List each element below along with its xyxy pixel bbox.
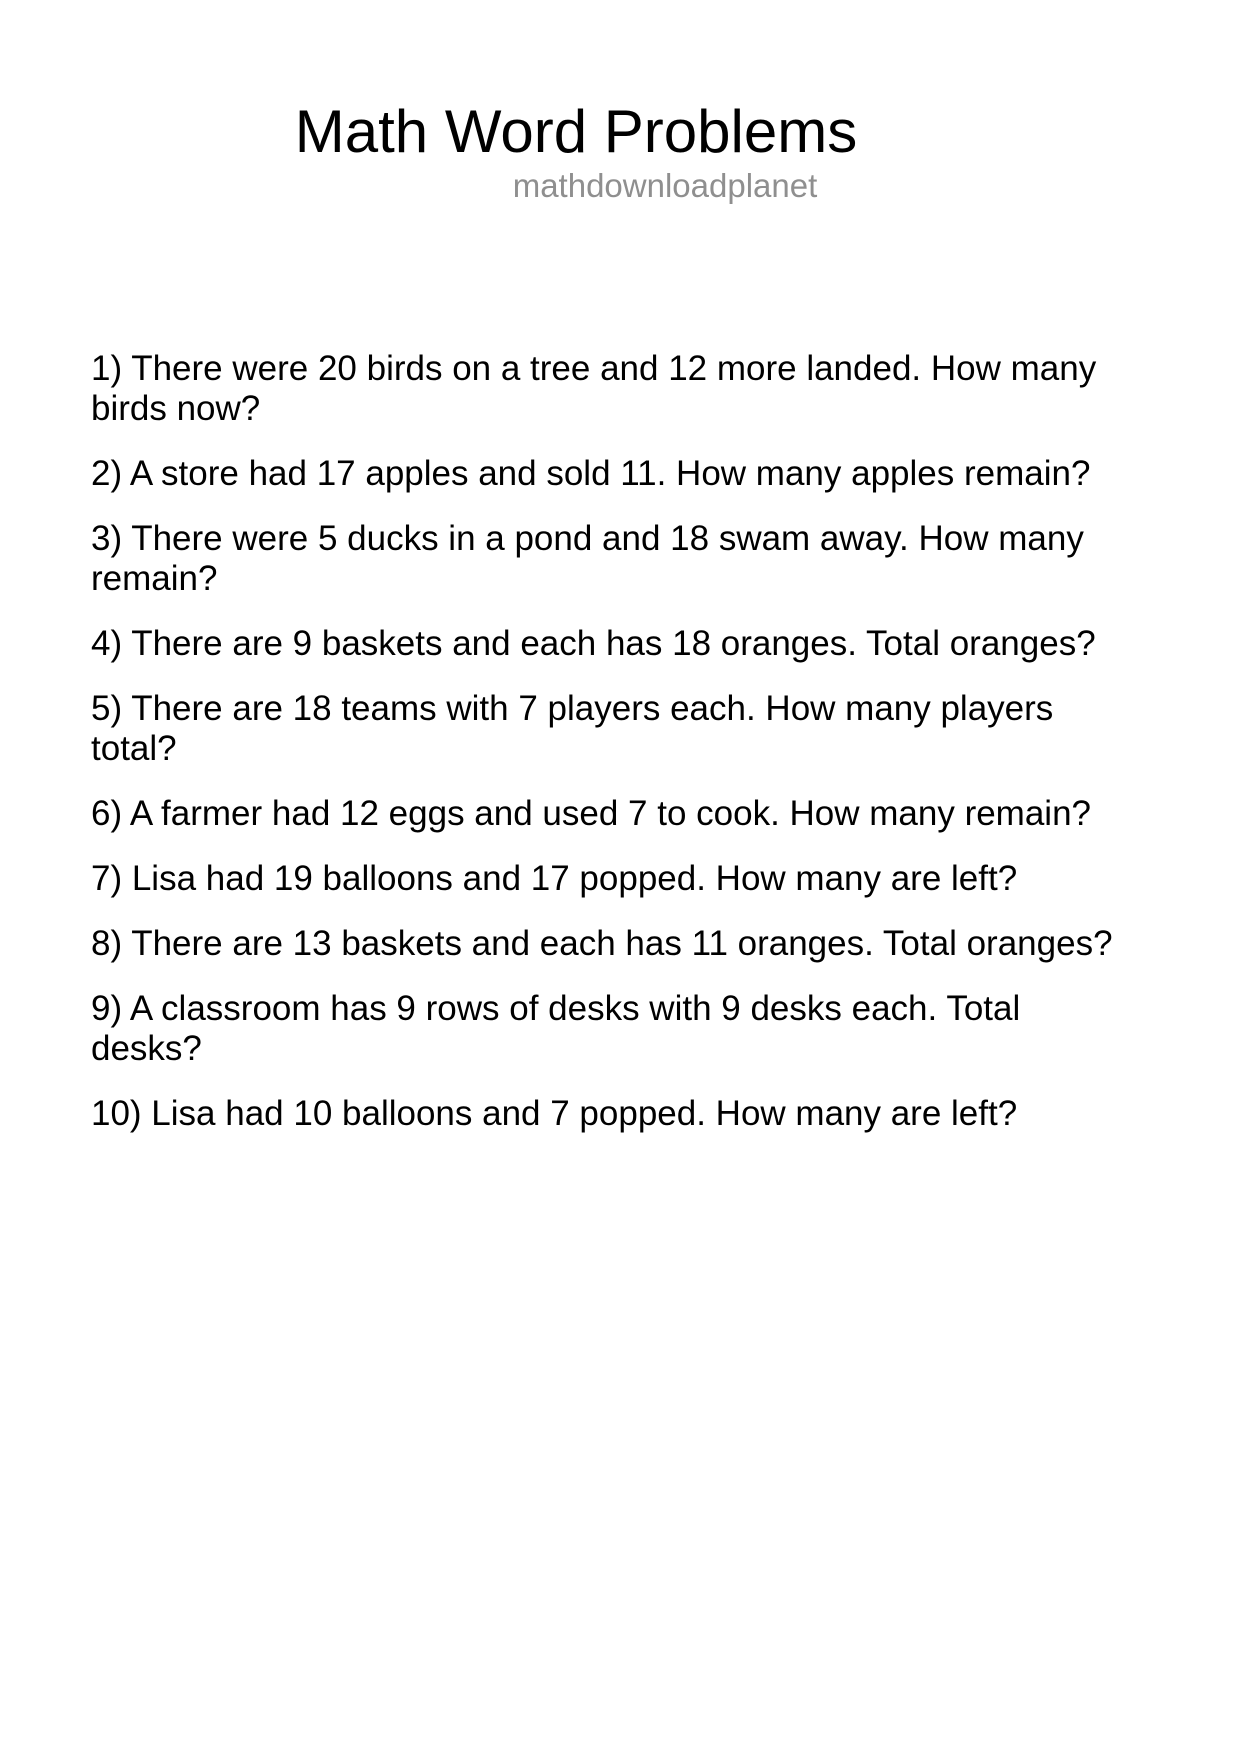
problem-1: 1) There were 20 birds on a tree and 12 more landed. How many birds now? <box>91 349 1097 428</box>
problem-6: 6) A farmer had 12 eggs and used 7 to cook. How many remain? <box>91 794 1092 833</box>
page-title: Math Word Problems <box>294 98 858 165</box>
problem-10: 10) Lisa had 10 balloons and 7 popped. How many are left? <box>91 1094 1018 1133</box>
problem-8: 8) There are 13 baskets and each has 11 oranges. Total oranges? <box>91 924 1113 963</box>
problem-4: 4) There are 9 baskets and each has 18 oranges. Total oranges? <box>91 624 1096 663</box>
problem-5: 5) There are 18 teams with 7 players each. How many players total? <box>91 689 1054 768</box>
problem-7: 7) Lisa had 19 balloons and 17 popped. How many are left? <box>91 859 1018 898</box>
problem-list <box>91 349 1135 1134</box>
problem-2: 2) A store had 17 apples and sold 11. How many apples remain? <box>91 454 1091 493</box>
worksheet-header <box>0 97 1240 206</box>
problem-9: 9) A classroom has 9 rows of desks with 9 desks each. Total desks? <box>91 989 1021 1068</box>
page-subtitle: mathdownloadplanet <box>512 167 818 204</box>
problem-3: 3) There were 5 ducks in a pond and 18 swam away. How many remain? <box>91 519 1084 598</box>
